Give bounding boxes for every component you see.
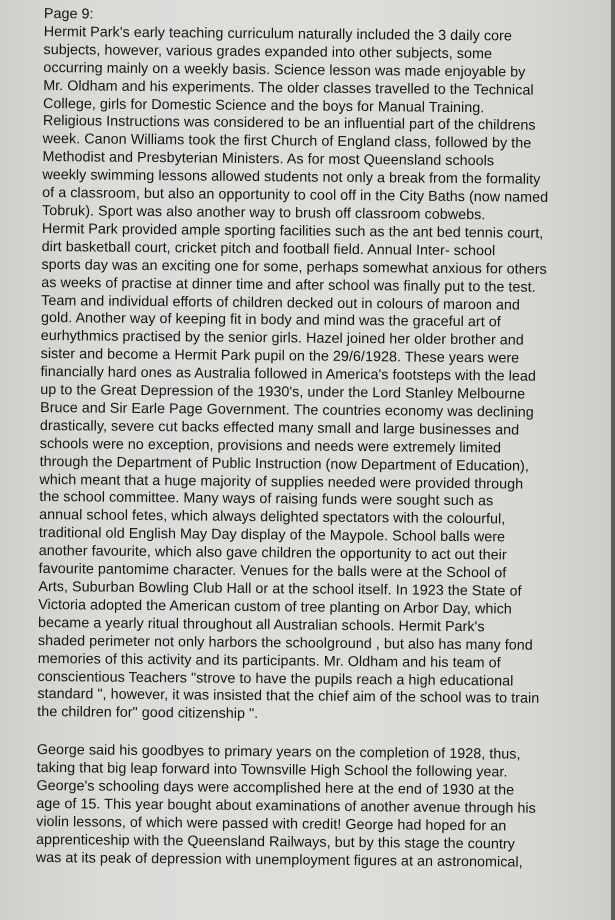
text-line: Mr. Oldham and his experiments. The older classes travelled to the Technical <box>43 77 534 99</box>
text-line: traditional old English May Day display of the Maypole. School balls were <box>38 525 506 546</box>
text-line: Tobruk). Sport was also another way to brush off classroom cobwebs. <box>41 202 486 224</box>
text-line: drastically, severe cut backs effected many small and large businesses and <box>39 417 520 439</box>
text-line: Religious Instructions was considered to be an influential part of the childrens <box>42 113 536 135</box>
text-line: subjects, however, various grades expanded into other subjects, some <box>43 41 493 63</box>
text-line: which meant that a huge majority of supplies needed were provided through <box>39 471 524 493</box>
text-line: Arts, Suburban Bowling Club Hall or at the school itself. In 1923 the State of <box>38 578 522 600</box>
page-edge-shadow <box>611 0 615 920</box>
text-line: up to the Great Depression of the 1930's, under the Lord Stanley Melbourne <box>40 382 526 403</box>
text-line: Hermit Park's early teaching curriculum naturally included the 3 daily core <box>43 23 512 45</box>
text-line: the children for" good citizenship ". <box>37 704 259 723</box>
text-line: violin lessons, of which were passed with credit! George had hoped for an <box>36 813 507 835</box>
paragraph-school-curriculum <box>37 24 592 728</box>
text-line: the school committee. Many ways of raising funds were sought such as <box>39 489 494 510</box>
page-text <box>36 6 592 873</box>
text-line: through the Department of Public Instruction (now Department of Education), <box>39 453 529 475</box>
text-line: shaded perimeter not only harbors the schoolground , but also has many fond <box>37 632 533 654</box>
text-line: College, girls for Domestic Science and the boys for Manual Training. <box>42 95 485 116</box>
text-line: conscientious Teachers "strove to have the pupils reach a high educational <box>37 668 514 690</box>
text-line: favourite pantomime character. Venues for the balls were at the School of <box>38 561 507 582</box>
text-line: as weeks of practise at dinner time and after school was finally put to the test. <box>41 274 536 296</box>
text-line: of a classroom, but also an opportunity to cool off in the City Baths (now named <box>42 185 549 206</box>
text-line: financially hard ones as Australia followed in America's footsteps with the lead <box>40 364 537 385</box>
text-line: age of 15. This year bought about examinations of another avenue through his <box>36 795 536 817</box>
text-line: Bruce and Sir Earle Page Government. The countries economy was declining <box>40 399 534 421</box>
text-line: Methodist and Presbyterian Ministers. As for most Queensland schools <box>42 149 495 170</box>
text-line: George said his goodbyes to primary years on the completion of 1928, thus, <box>36 742 521 763</box>
text-line: occurring mainly on a weekly basis. Science lesson was made enjoyable by <box>43 59 526 81</box>
text-line: standard ", however, it was insisted that the chief aim of the school was to train <box>37 686 540 708</box>
text-line: sister and become a Hermit Park pupil on the 29/6/1928. These years were <box>40 346 520 367</box>
text-line: eurhythmics practised by the senior girls. Hazel joined her older brother and <box>40 328 524 349</box>
text-line: another favourite, which also gave children the opportunity to act out their <box>38 543 507 564</box>
text-line: became a yearly ritual throughout all Australian schools. Hermit Park's <box>38 614 485 636</box>
text-line: gold. Another way of keeping fit in body and mind was the graceful art of <box>40 310 501 331</box>
text-line: schools were no exception, provisions and needs were extremely limited <box>39 435 502 457</box>
text-line: Victoria adopted the American custom of tree planting on Arbor Day, which <box>38 596 512 618</box>
text-line: memories of this activity and its participants. Mr. Oldham and his team of <box>37 650 501 672</box>
text-line: sports day was an exciting one for some, perhaps somewhat anxious for others <box>41 256 547 278</box>
text-line: apprenticeship with the Queensland Railways, but by this stage the country <box>35 831 516 853</box>
text-line: George's schooling days were accomplished here at the end of 1930 at the <box>36 778 515 799</box>
paragraph-high-school <box>36 742 585 873</box>
text-line: annual school fetes, which always delighted spectators with the colourful, <box>39 507 506 528</box>
text-line: Team and individual efforts of children decked out in colours of maroon and <box>41 292 520 314</box>
text-line: week. Canon Williams took the first Church of England class, followed by the <box>42 131 532 153</box>
text-line: was at its peak of depression with unemployment figures at an astronomical, <box>35 849 523 871</box>
text-line: Hermit Park provided ample sporting facilities such as the ant bed tennis court, <box>41 220 544 242</box>
page-heading: Page 9: <box>43 6 94 23</box>
text-line: dirt basketball court, cricket pitch and football field. Annual Inter- school <box>41 238 496 260</box>
text-line: weekly swimming lessons allowed students not only a break from the formality <box>42 167 541 188</box>
text-line: taking that big leap forward into Townsville High School the following year. <box>36 760 508 781</box>
